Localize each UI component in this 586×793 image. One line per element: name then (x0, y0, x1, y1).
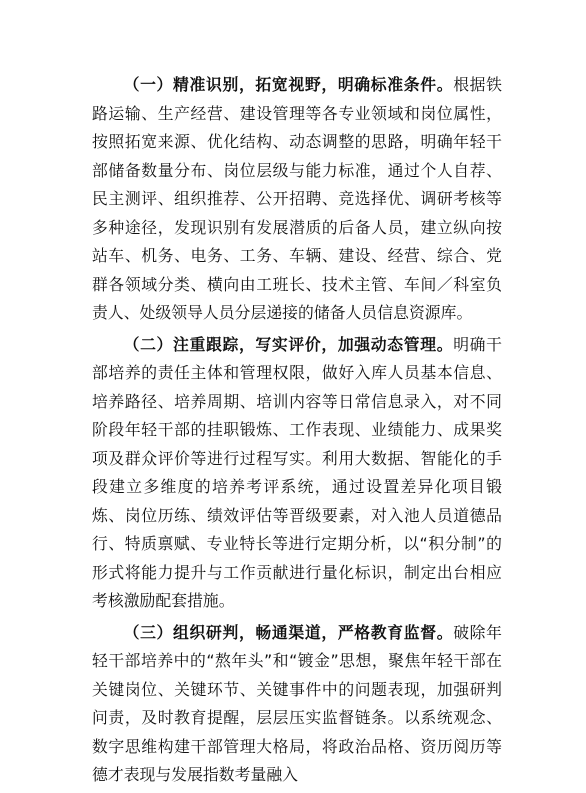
paragraph-2-heading: （二）注重跟踪，写实评价，加强动态管理。 (123, 334, 454, 354)
paragraph-1-heading: （一）精准识别，拓宽视野，明确标准条件。 (123, 75, 454, 94)
paragraph-3 (92, 619, 502, 790)
paragraph-2 (92, 331, 502, 616)
paragraph-2-text: 明确干部培养的责任主体和管理权限，做好入库人员基本信息、培养路径、培养周期、培训内容等日常信息录入，对不同阶段年轻干部的挂职锻炼、工作表现、业绩能力、成果奖项及群众评价等进行过程写实。利用大数据、智能化的手段建立多维度的培养考评系统，通过设置差异化项目锻炼、岗位历练、绩效评估等晋级要素，对入池人员道德品行、特质禀赋、专业特长等进行定期分析，以“积分制”的形式将能力提升与工作贡献进行量化标识，制定出台相应考核激励配套措施。 (92, 334, 502, 610)
paragraph-1-text: 根据铁路运输、生产经营、建设管理等各专业领域和岗位属性，按照拓宽来源、优化结构、动态调整的思路，明确年轻干部储备数量分布、岗位层级与能力标准，通过个人自荐、民主测评、组织推荐、公开招聘、竞选择优、调研考核等多种途径，发现识别有发展潜质的后备人员，建立纵向按站车、机务、电务、工务、车辆、建设、经营、综合、党群各领域分类、横向由工班长、技术主管、车间／科室负责人、处级领导人员分层递接的储备人员信息资源库。 (92, 75, 502, 322)
document-body (92, 71, 502, 793)
paragraph-3-heading: （三）组织研判，畅通渠道，严格教育监督。 (123, 622, 454, 642)
paragraph-1 (92, 71, 502, 328)
paragraph-3-text: 破除年轻干部培养中的“熬年头”和“镀金”思想，聚焦年轻干部在关键岗位、关键环节、关键事件中的问题表现，加强研判问责，及时教育提醒，层层压实监督链条。以系统观念、数字思维构建干部管理大格局，将政治品格、资历阅历等德才表现与发展指数考量融入 (92, 622, 502, 784)
